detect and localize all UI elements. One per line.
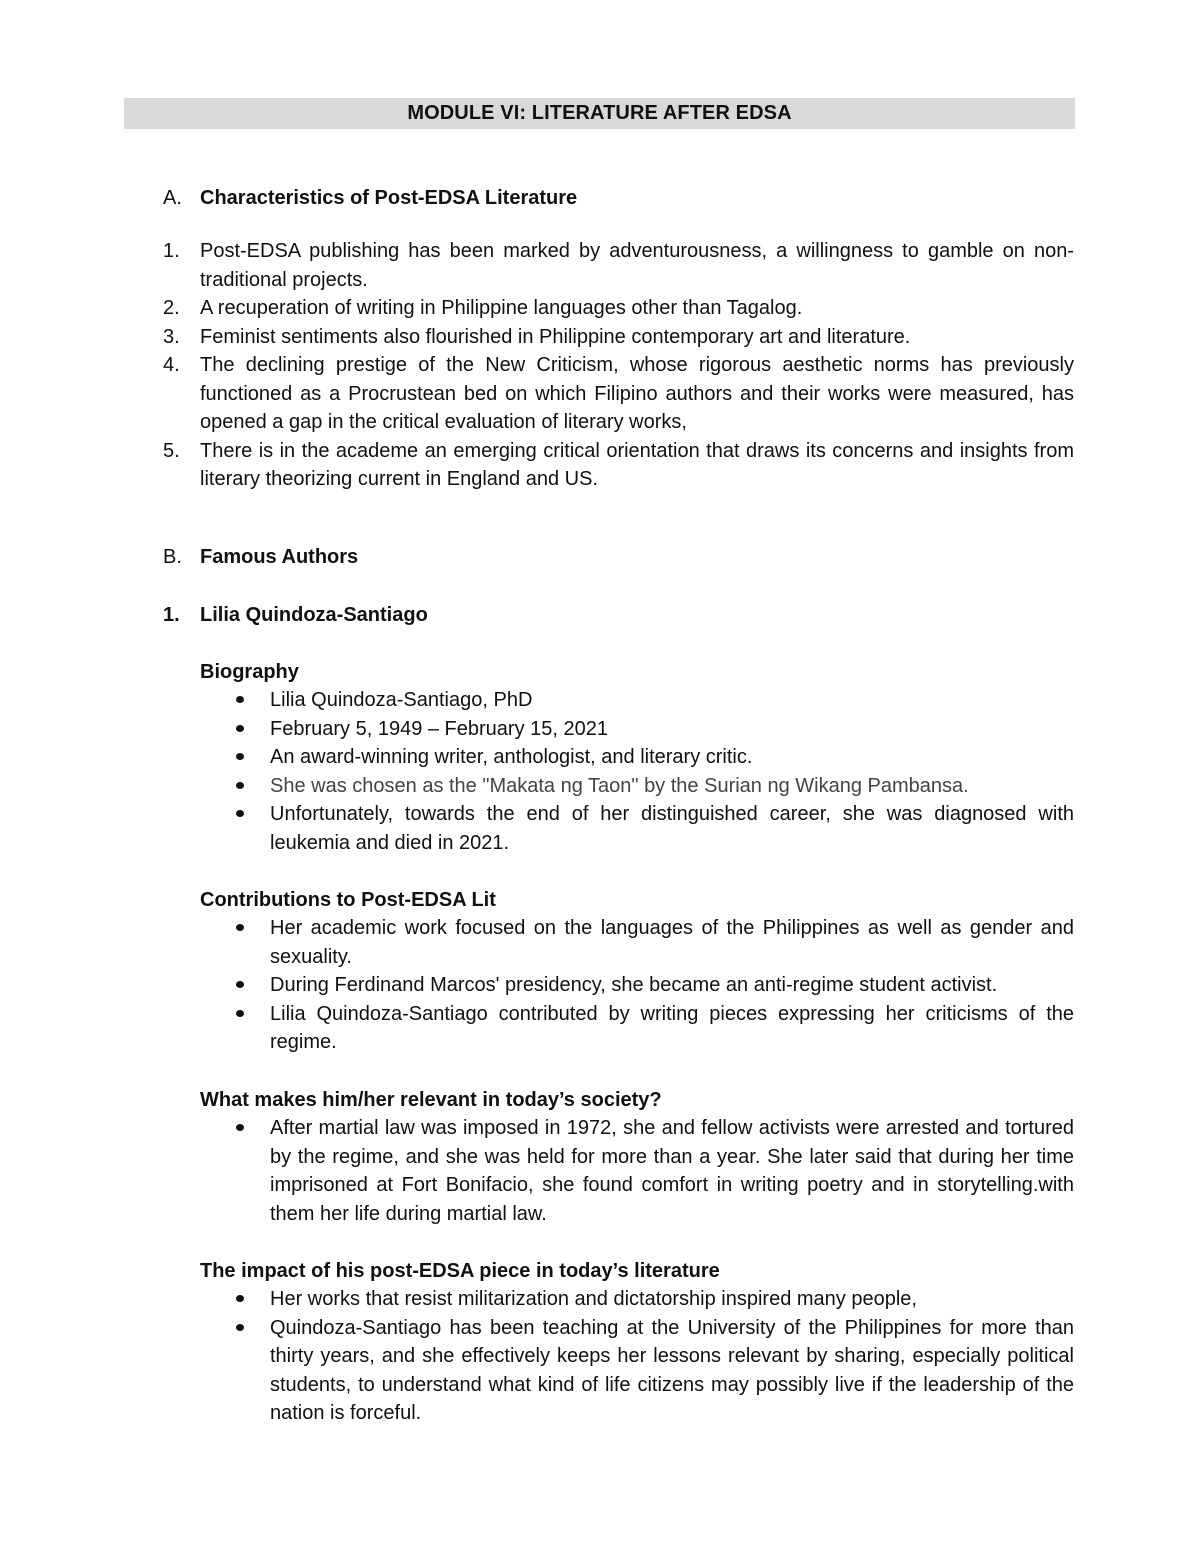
bullet-icon: [236, 753, 244, 760]
section-a-heading: [163, 184, 577, 212]
bullet-icon: [236, 810, 244, 817]
list-item: Lilia Quindoza-Santiago contributed by writing pieces expressing her criticisms of the regime.: [270, 1000, 1074, 1057]
section-b-heading: [163, 543, 358, 571]
biography-list: [270, 686, 1074, 857]
contributions-list: [270, 914, 1074, 1057]
impact-heading: The impact of his post-EDSA piece in today’s literature: [200, 1260, 720, 1282]
relevance-heading: What makes him/her relevant in today’s society?: [200, 1089, 662, 1111]
list-item: Lilia Quindoza-Santiago, PhD: [270, 686, 1074, 715]
biography-heading: Biography: [200, 661, 299, 683]
list-item: An award-winning writer, anthologist, and literary critic.: [270, 743, 1074, 772]
bullet-icon: [236, 981, 244, 988]
list-item: Quindoza-Santiago has been teaching at the University of the Philippines for more than thirty years, and she effectively keeps her lessons relevant by sharing, especially political students, to understand what kind of life citizens may possibly live if the leadership of the nation is forceful.: [270, 1314, 1074, 1428]
list-item: After martial law was imposed in 1972, she and fellow activists were arrested and tortured by the regime, and she was held for more than a year. She later said that during her time imprisoned at Fort Bonifacio, she found comfort in writing poetry and in storytelling.with them her life during martial law.: [270, 1114, 1074, 1228]
characteristics-list: [163, 237, 1074, 494]
list-item: 1. Post-EDSA publishing has been marked by adventurousness, a willingness to gamble on non- traditional projects.: [163, 240, 1074, 291]
bullet-icon: [236, 725, 244, 732]
list-item: Her works that resist militarization and dictatorship inspired many people,: [270, 1285, 1074, 1314]
list-item: 3. Feminist sentiments also flourished in Philippine contemporary art and literature.: [163, 325, 911, 348]
bullet-icon: [236, 782, 244, 789]
list-item: Unfortunately, towards the end of her distinguished career, she was diagnosed with leukemia and died in 2021.: [270, 800, 1074, 857]
bullet-icon: [236, 1295, 244, 1302]
bullet-icon: [236, 1124, 244, 1131]
list-item: 2. A recuperation of writing in Philippine languages other than Tagalog.: [163, 297, 803, 319]
list-item: She was chosen as the "Makata ng Taon" by the Surian ng Wikang Pambansa.: [270, 772, 1074, 801]
list-item: Her academic work focused on the languages of the Philippines as well as gender and sexuality.: [270, 914, 1074, 971]
section-b-title: Famous Authors: [200, 546, 359, 568]
author-name: Lilia Quindoza-Santiago: [200, 604, 428, 626]
author-heading: [163, 601, 428, 629]
list-item: 4. The declining prestige of the New Criticism, whose rigorous aesthetic norms has previously functioned as a Procrustean bed on which Filipino authors and their works were measured, has opened a gap in the critical evaluation of literary works,: [163, 354, 1074, 433]
module-title: MODULE VI: LITERATURE AFTER EDSA: [124, 98, 1075, 129]
section-a-marker: A.: [163, 187, 182, 209]
section-a-title: Characteristics of Post-EDSA Literature: [200, 187, 578, 209]
relevance-list: [270, 1114, 1074, 1228]
bullet-icon: [236, 1324, 244, 1331]
author-marker: 1.: [163, 604, 180, 626]
list-item: During Ferdinand Marcos' presidency, she became an anti-regime student activist.: [270, 971, 1074, 1000]
bullet-icon: [236, 1010, 244, 1017]
section-b-marker: B.: [163, 546, 182, 568]
contributions-heading: Contributions to Post-EDSA Lit: [200, 889, 496, 911]
bullet-icon: [236, 924, 244, 931]
impact-list: [270, 1285, 1074, 1428]
list-item: 5. There is in the academe an emerging critical orientation that draws its concerns and insights from literary theorizing current in England and US.: [163, 439, 1074, 490]
bullet-icon: [236, 696, 244, 703]
list-item: February 5, 1949 – February 15, 2021: [270, 715, 1074, 744]
